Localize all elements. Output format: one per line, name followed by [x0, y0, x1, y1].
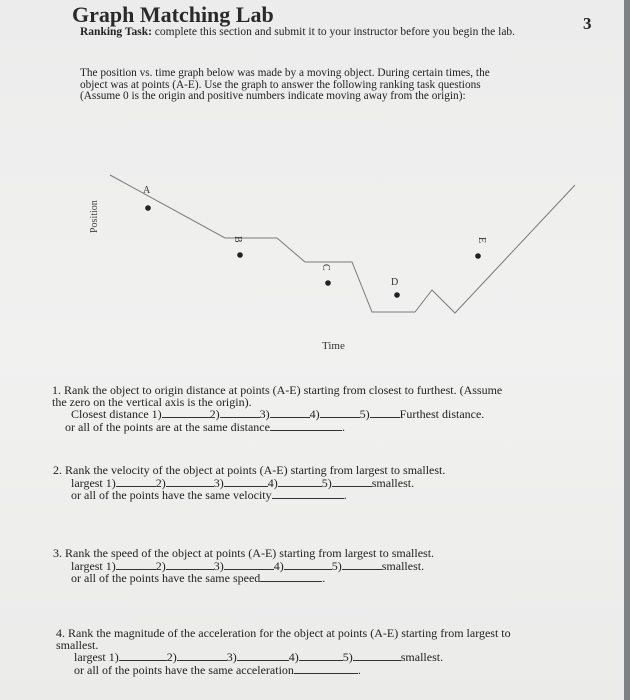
page-number: 3 [583, 14, 592, 33]
point-c-label: C [320, 264, 331, 271]
q4-line-2: smallest. [56, 637, 99, 652]
q3-n4: 4) [273, 558, 284, 573]
intro-line-1: The position vs. time graph below was made by a moving object. During certain times, the [80, 67, 490, 79]
q2-start-label: largest 1) [71, 475, 116, 490]
point-b-label: B [232, 236, 243, 243]
point-c-dot [325, 280, 331, 286]
q3-same-blank[interactable] [260, 572, 322, 582]
q2-n4: 4) [267, 475, 278, 490]
q4-blank-1[interactable] [119, 651, 167, 661]
q4-same-row: or all of the points have the same acceleration . [74, 662, 361, 677]
intro-line-2: object was at points (A-E). Use the graph to answer the following ranking task questions [80, 78, 481, 91]
q3-same-row: or all of the points have the same speed . [71, 571, 326, 585]
q2-same-blank[interactable] [272, 489, 344, 499]
question-4 [56, 628, 511, 676]
q1-same-blank[interactable] [270, 421, 342, 431]
ranking-text: complete this section and submit it to your instructor before you begin the lab. [154, 26, 516, 38]
q3-end-label: smallest. [381, 558, 425, 573]
question-1 [52, 385, 502, 433]
q2-blank-3[interactable] [224, 477, 268, 487]
graph-line [110, 175, 575, 313]
q1-n3: 3) [259, 407, 270, 421]
q4-same-text: or all of the points have the same acceleration [74, 662, 294, 677]
ranking-label: Ranking Task: [80, 26, 152, 38]
q1-n4: 4) [309, 407, 320, 421]
q2-blank-2[interactable] [166, 477, 214, 487]
q1-end-label: Furthest distance. [399, 407, 485, 421]
q3-line-1: 3. Rank the speed of the object at points (A-E) starting from largest to smallest. [53, 546, 435, 560]
q4-n5: 5) [342, 650, 353, 664]
q3-n2: 2) [155, 558, 166, 573]
q4-blank-3[interactable] [237, 651, 289, 661]
q3-blank-5[interactable] [342, 560, 382, 570]
q1-blank-2[interactable] [220, 408, 260, 418]
q2-line-1: 2. Rank the velocity of the object at points (A-E) starting from largest to smallest. [53, 463, 446, 477]
q2-same-row: or all of the points have the same velocity . [71, 488, 347, 502]
point-a-label: A [143, 185, 151, 196]
q1-same-text: or all of the points are at the same distance [65, 419, 270, 434]
q4-end-label: smallest. [400, 650, 444, 664]
q2-same-text: or all of the points have the same velocity [71, 488, 272, 502]
q4-line-1: 4. Rank the magnitude of the acceleration for the object at points (A-E) starting from largest to [56, 626, 511, 640]
q3-blank-4[interactable] [284, 560, 332, 570]
intro-line-3: (Assume 0 is the origin and positive numbers indicate moving away from the origin): [80, 90, 466, 102]
q1-line-1: 1. Rank the object to origin distance at points (A-E) starting from closest to furthest. (Assume [52, 383, 503, 397]
y-axis-label: Position [89, 200, 100, 233]
x-axis-label: Time [322, 340, 345, 352]
q1-same-row: or all of the points are at the same distance . [65, 419, 345, 434]
question-3 [53, 548, 434, 585]
q4-blank-2[interactable] [177, 651, 227, 661]
q2-blank-4[interactable] [278, 477, 322, 487]
page-title: Graph Matching Lab [72, 2, 274, 27]
q2-n2: 2) [155, 475, 166, 490]
q3-same-text: or all of the points have the same speed [71, 571, 261, 585]
point-d-dot [394, 292, 400, 298]
q1-blank-4[interactable] [320, 408, 360, 418]
q2-n3: 3) [213, 475, 224, 490]
point-a-dot [145, 205, 151, 211]
q2-blank-1[interactable] [116, 477, 156, 487]
q4-same-blank[interactable] [294, 664, 358, 674]
question-2 [53, 465, 445, 502]
q1-line-2: the zero on the vertical axis is the origin). [52, 394, 252, 409]
q4-n3: 3) [226, 650, 237, 664]
q3-blank-2[interactable] [166, 560, 214, 570]
point-e-label: E [476, 237, 487, 244]
q4-start-label: largest 1) [74, 650, 119, 664]
q4-n4: 4) [288, 650, 299, 664]
q1-blank-3[interactable] [270, 408, 310, 418]
q3-blank-1[interactable] [116, 560, 156, 570]
q1-n5: 5) [359, 407, 370, 421]
q3-blank-3[interactable] [224, 560, 274, 570]
q3-n3: 3) [213, 558, 224, 573]
q3-start-label: largest 1) [71, 558, 116, 573]
point-d-label: D [391, 277, 399, 288]
q3-n5: 5) [331, 558, 342, 573]
q4-blank-4[interactable] [299, 651, 343, 661]
q4-n2: 2) [166, 650, 177, 664]
q4-blank-5[interactable] [353, 651, 401, 661]
q1-start-label: Closest distance 1) [71, 407, 162, 421]
q2-blank-5[interactable] [332, 477, 372, 487]
point-b-dot [237, 252, 243, 258]
q1-blank-5[interactable] [370, 408, 400, 418]
q1-n2: 2) [209, 407, 220, 421]
q1-blank-1[interactable] [162, 408, 210, 418]
q2-n5: 5) [321, 475, 332, 490]
q2-end-label: smallest. [371, 475, 415, 490]
point-e-dot [475, 253, 481, 259]
